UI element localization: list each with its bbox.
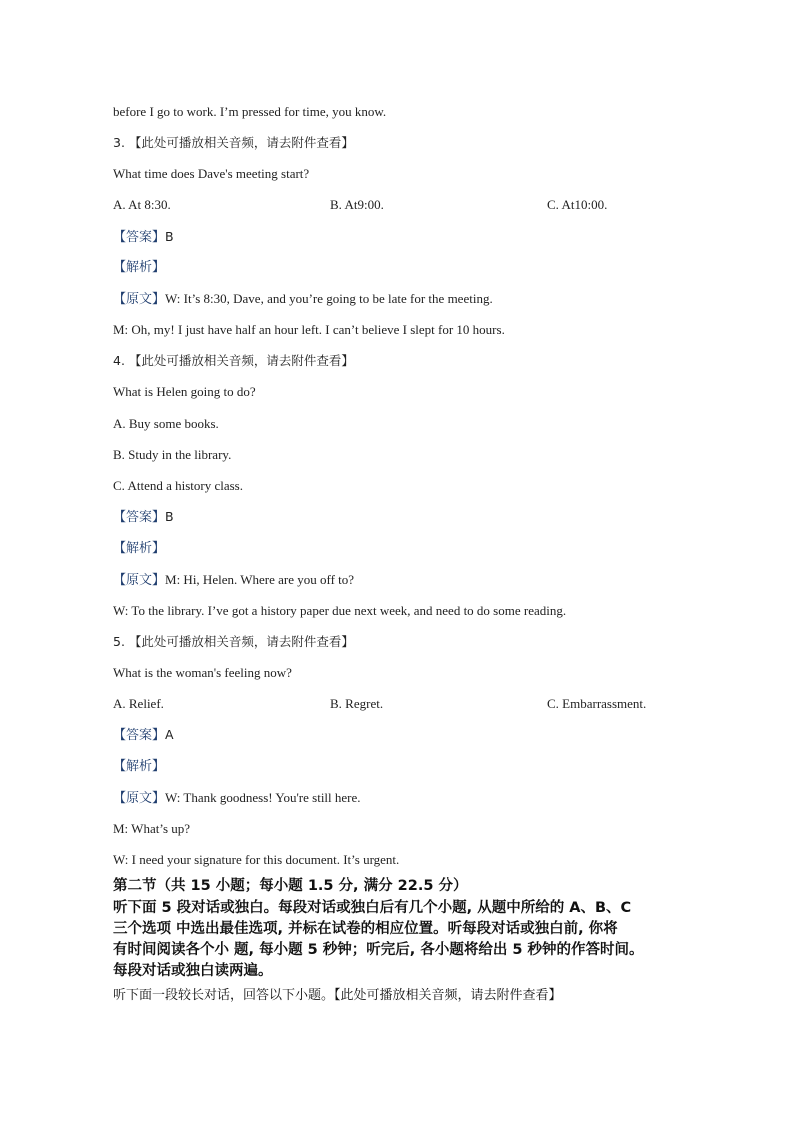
q4-analysis-tag: 【解析】 (113, 541, 166, 556)
answer-value: B (165, 229, 174, 244)
q4-option-a: A. Buy some books. (113, 416, 219, 431)
answer-tag: 【答案】 (113, 230, 166, 245)
answer-tag: 【答案】 (113, 728, 166, 743)
transcript-text: W: It’s 8:30, Dave, and you’re going to be late for the meeting. (165, 291, 493, 306)
q5-analysis-tag: 【解析】 (113, 759, 166, 774)
transcript-tag: 【原文】 (113, 292, 166, 307)
q5-option-c: C. Embarrassment. (547, 696, 647, 711)
q4-transcript-1 (113, 572, 354, 589)
q3-analysis-tag: 【解析】 (113, 260, 166, 275)
q3-option-c: C. At10:00. (547, 197, 608, 212)
q4-transcript-2: W: To the library. I’ve got a history paper due next week, and need to do some reading. (113, 603, 567, 618)
q4-question: What is Helen going to do? (113, 384, 256, 399)
transcript-continuation: before I go to work. I’m pressed for time, you know. (113, 104, 387, 119)
section2-instruction-line-3: 有时间阅读各个小 题, 每小题 5 秒钟；听完后, 各小题将给出 5 秒钟的作答时间。 (113, 942, 644, 958)
answer-value: A (165, 727, 174, 742)
q3-transcript-1 (113, 291, 493, 308)
q4-option-b: B. Study in the library. (113, 447, 232, 462)
q5-transcript-1 (113, 790, 361, 807)
transcript-tag: 【原文】 (113, 791, 166, 806)
section2-instruction-line-4: 每段对话或独白读两遍。 (113, 963, 273, 979)
q5-option-a: A. Relief. (113, 696, 164, 711)
q4-header: 4. 【此处可播放相关音频，请去附件查看】 (113, 353, 354, 368)
transcript-text: W: Thank goodness! You're still here. (165, 790, 361, 805)
q3-option-a: A. At 8:30. (113, 197, 171, 212)
transcript-tag: 【原文】 (113, 573, 166, 588)
section2-title: 第二节（共 15 小题；每小题 1.5 分, 满分 22.5 分） (113, 878, 468, 894)
q5-option-b: B. Regret. (330, 696, 384, 711)
q5-header: 5. 【此处可播放相关音频，请去附件查看】 (113, 634, 354, 649)
section2-instruction-line-2: 三个选项 中选出最佳选项, 并标在试卷的相应位置。听每段对话或独白前, 你将 (113, 921, 618, 937)
q5-answer (113, 727, 174, 744)
q5-transcript-3: W: I need your signature for this document. It’s urgent. (113, 852, 400, 867)
q4-answer (113, 509, 174, 526)
q5-transcript-2: M: What’s up? (113, 821, 191, 836)
answer-value: B (165, 509, 174, 524)
q3-option-b: B. At9:00. (330, 197, 384, 212)
section2-subinstruction: 听下面一段较长对话，回答以下小题。【此处可播放相关音频，请去附件查看】 (113, 988, 562, 1003)
q3-transcript-2: M: Oh, my! I just have half an hour left. I can’t believe I slept for 10 hours. (113, 322, 505, 337)
q4-option-c: C. Attend a history class. (113, 478, 243, 493)
q3-question: What time does Dave's meeting start? (113, 166, 310, 181)
q3-header: 3. 【此处可播放相关音频，请去附件查看】 (113, 135, 354, 150)
answer-tag: 【答案】 (113, 510, 166, 525)
section2-instruction-line-1: 听下面 5 段对话或独白。每段对话或独白后有几个小题, 从题中所给的 A、B、C (113, 900, 632, 916)
q5-question: What is the woman's feeling now? (113, 665, 292, 680)
transcript-text: M: Hi, Helen. Where are you off to? (165, 572, 355, 587)
q3-answer (113, 229, 174, 246)
